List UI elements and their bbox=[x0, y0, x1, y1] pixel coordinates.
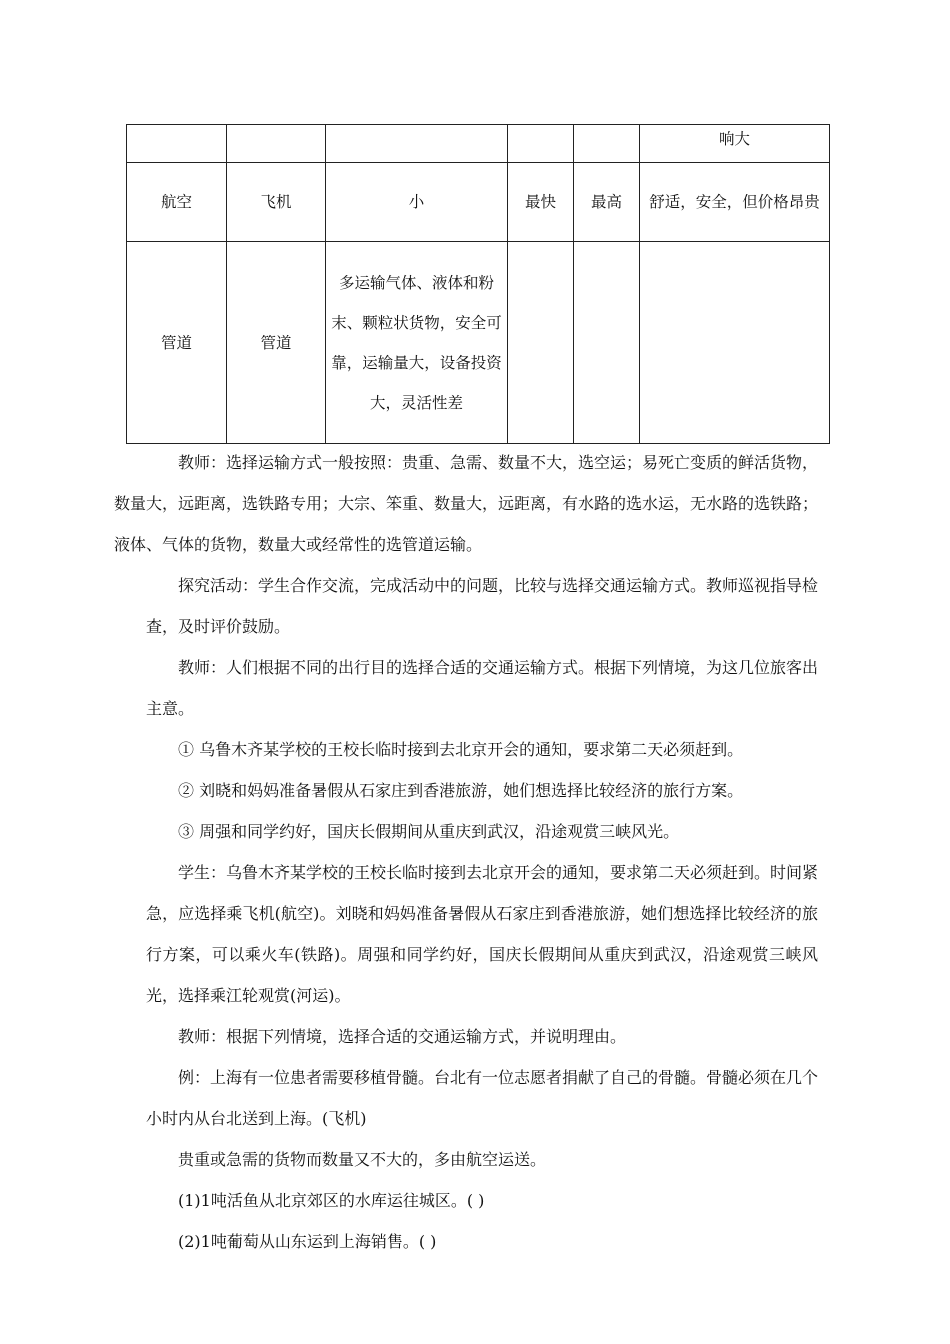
table-cell bbox=[574, 242, 640, 444]
table-row bbox=[127, 163, 830, 242]
question-item: (1)1吨活鱼从北京郊区的水库运往城区。( ) bbox=[178, 1191, 485, 1210]
paragraph: 探究活动：学生合作交流，完成活动中的问题，比较与选择交通运输方式。教师巡视指导检查，及时评价鼓励。 bbox=[146, 576, 819, 636]
table-cell bbox=[640, 242, 830, 444]
list-item: ① 乌鲁木齐某学校的王校长临时接到去北京开会的通知，要求第二天必须赶到。 bbox=[178, 740, 744, 759]
list-item: ② 刘晓和妈妈准备暑假从石家庄到香港旅游，她们想选择比较经济的旅行方案。 bbox=[178, 781, 744, 800]
table-cell-text: 舒适，安全，但价格昂贵 bbox=[649, 193, 820, 211]
paragraph: 教师：选择运输方式一般按照：贵重、急需、数量不大，选空运；易死亡变质的鲜活货物，数量大，远距离，选铁路专用；大宗、笨重、数量大，远距离，有水路的选水运，无水路的选铁路；液体、气体的货物，数量大或经常性的选管道运输。 bbox=[114, 453, 819, 554]
table-cell: 航空 bbox=[127, 163, 227, 242]
table-cell-text: 多运输气体、液体和粉末、颗粒状货物，安全可靠，运输量大，设备投资大，灵活性差 bbox=[331, 273, 502, 412]
paragraph: 学生：乌鲁木齐某学校的王校长临时接到去北京开会的通知，要求第二天必须赶到。时间紧急，应选择乘飞机(航空)。刘晓和妈妈准备暑假从石家庄到香港旅游，她们想选择比较经济的旅行方案，可以乘火车(铁路)。周强和同学约好，国庆长假期间从重庆到武汉，沿途观赏三峡风光，选择乘江轮观赏(河运)。 bbox=[146, 863, 819, 1005]
table-cell bbox=[227, 125, 326, 163]
table-cell bbox=[640, 163, 830, 242]
question-item: (2)1吨葡萄从山东运到上海销售。( ) bbox=[178, 1232, 437, 1251]
table-cell: 飞机 bbox=[227, 163, 326, 242]
table-cell: 最高 bbox=[574, 163, 640, 242]
table-cell bbox=[127, 125, 227, 163]
table-cell: 最快 bbox=[508, 163, 574, 242]
table-row bbox=[127, 125, 830, 163]
table-cell: 管道 bbox=[227, 242, 326, 444]
table-cell bbox=[326, 242, 508, 444]
table-cell bbox=[326, 125, 508, 163]
paragraph: 例：上海有一位患者需要移植骨髓。台北有一位志愿者捐献了自己的骨髓。骨髓必须在几个小时内从台北送到上海。(飞机) bbox=[146, 1068, 819, 1128]
table-cell: 响大 bbox=[640, 125, 830, 163]
table-cell bbox=[574, 125, 640, 163]
table-cell bbox=[508, 242, 574, 444]
transport-comparison-table bbox=[126, 124, 830, 444]
body-text bbox=[114, 442, 819, 1262]
table-cell: 管道 bbox=[127, 242, 227, 444]
paragraph: 贵重或急需的货物而数量又不大的，多由航空运送。 bbox=[178, 1150, 547, 1169]
table-cell bbox=[508, 125, 574, 163]
paragraph: 教师：根据下列情境，选择合适的交通运输方式，并说明理由。 bbox=[178, 1027, 627, 1046]
list-item: ③ 周强和同学约好，国庆长假期间从重庆到武汉，沿途观赏三峡风光。 bbox=[178, 822, 680, 841]
table-cell: 小 bbox=[326, 163, 508, 242]
paragraph: 教师：人们根据不同的出行目的选择合适的交通运输方式。根据下列情境，为这几位旅客出主意。 bbox=[146, 658, 819, 718]
table-row bbox=[127, 242, 830, 444]
